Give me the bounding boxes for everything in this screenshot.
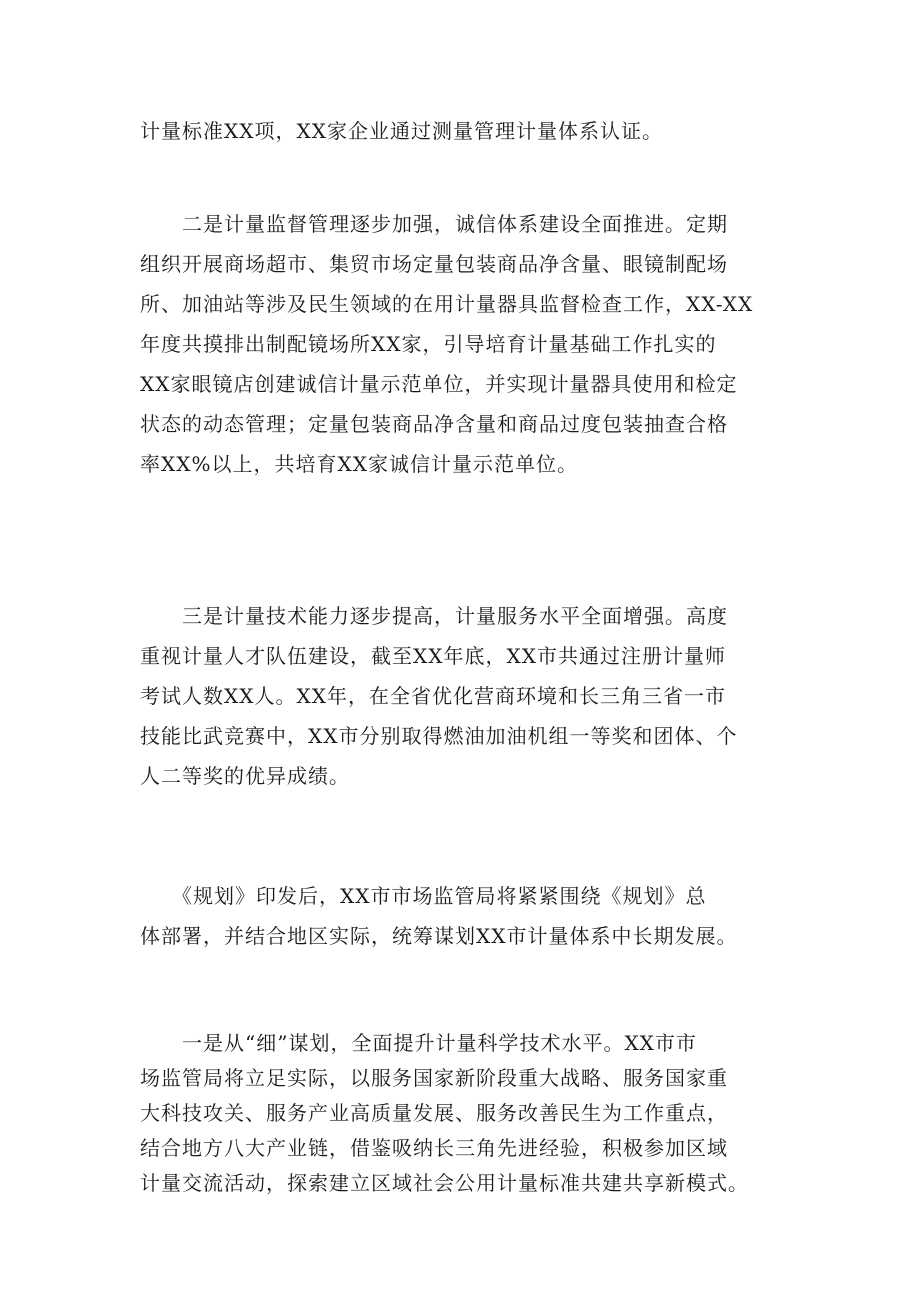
text-line: 结合地方八大产业链，借鉴吸纳长三角先进经验，积极参加区域 xyxy=(140,1136,728,1160)
text-line: 考试人数XX人。XX年，在全省优化营商环境和长三角三省一市 xyxy=(140,684,726,708)
paragraph-standards-certification xyxy=(140,112,800,150)
text-line: 体部署，并结合地区实际，统筹谋划XX市计量体系中长期发展。 xyxy=(140,924,738,948)
text-line: 年度共摸排出制配镜场所XX家，引导培育计量基础工作扎实的 xyxy=(140,332,717,356)
paragraph-technical-capability xyxy=(140,596,800,796)
text-line: 率XX%以上，共培育XX家诚信计量示范单位。 xyxy=(140,452,578,476)
text-line: 所、加油站等涉及民生领域的在用计量器具监督检查工作，XX-XX xyxy=(140,292,754,316)
text-line: 计量标准XX项，XX家企业通过测量管理计量体系认证。 xyxy=(140,119,663,143)
text-line: 大科技攻关、服务产业高质量发展、服务改善民生为工作重点， xyxy=(140,1101,728,1125)
text-line: 人二等奖的优异成绩。 xyxy=(140,764,350,788)
text-line: 组织开展商场超市、集贸市场定量包装商品净含量、眼镜制配场 xyxy=(140,252,728,276)
text-line: 场监管局将立足实际，以服务国家新阶段重大战略、服务国家重 xyxy=(140,1066,728,1090)
text-line: 计量交流活动，探索建立区域社会公用计量标准共建共享新模式。 xyxy=(140,1171,749,1195)
paragraph-supervision-integrity xyxy=(140,204,800,484)
text-line: 重视计量人才队伍建设，截至XX年底，XX市共通过注册计量师 xyxy=(140,644,726,668)
text-line: 三是计量技术能力逐步提高，计量服务水平全面增强。高度 xyxy=(140,604,728,628)
text-line: 二是计量监督管理逐步加强，诚信体系建设全面推进。定期 xyxy=(140,212,728,236)
paragraph-detailed-planning xyxy=(140,1026,800,1201)
paragraph-plan-deployment xyxy=(140,876,800,956)
text-line: 状态的动态管理；定量包装商品净含量和商品过度包装抽查合格 xyxy=(140,412,728,436)
text-line: XX家眼镜店创建诚信计量示范单位，并实现计量器具使用和检定 xyxy=(140,372,738,396)
text-line: 一是从“细”谋划，全面提升计量科学技术水平。XX市市 xyxy=(140,1031,697,1055)
text-line: 技能比武竞赛中，XX市分别取得燃油加油机组一等奖和团体、个 xyxy=(140,724,738,748)
text-line: 《规划》印发后，XX市市场监管局将紧紧围绕《规划》总 xyxy=(140,884,707,908)
